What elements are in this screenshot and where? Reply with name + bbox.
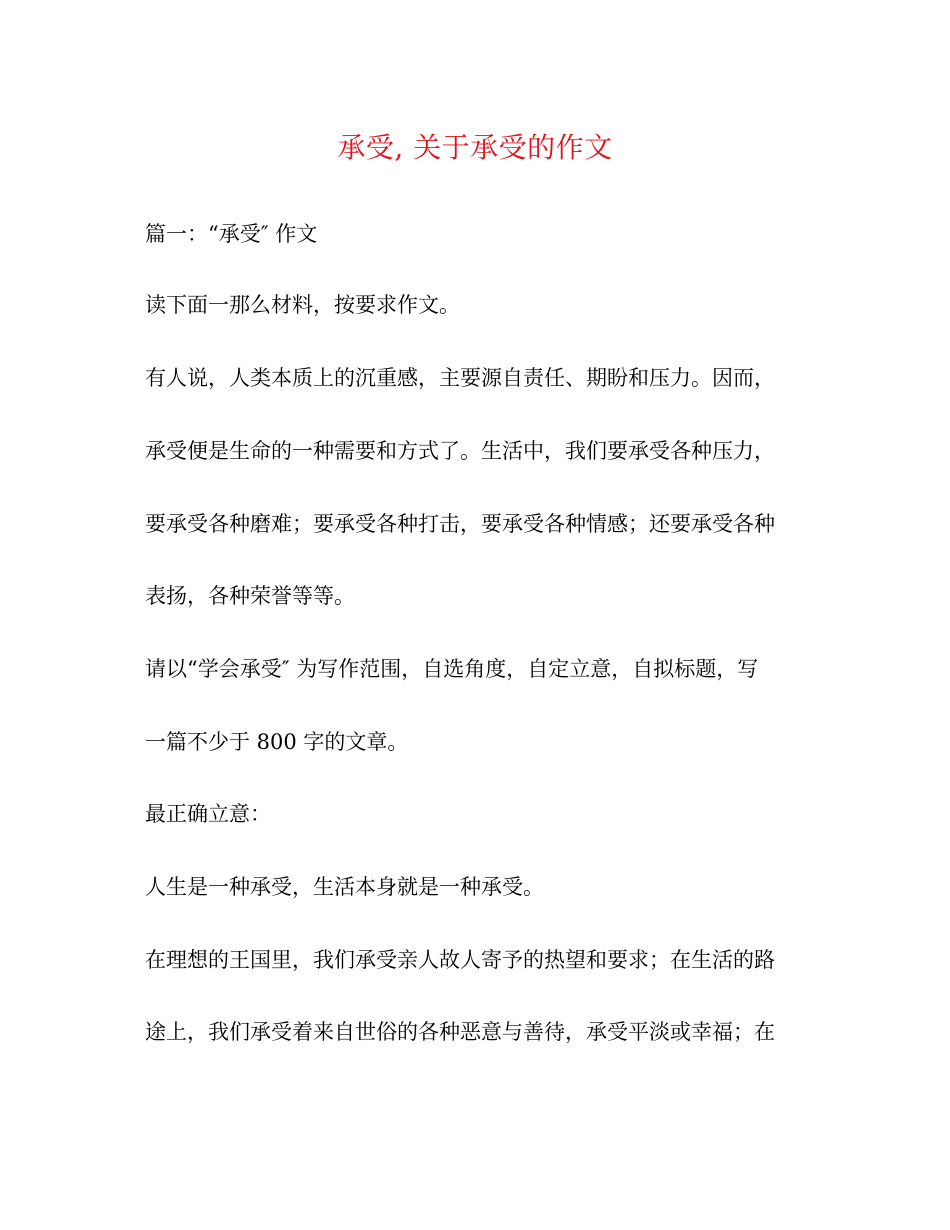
text-line: 人生是一种承受，生活本身就是一种承受。	[145, 875, 544, 899]
text-line: 篇一：“承受″ 作文	[145, 222, 318, 246]
text-line: 请以“学会承受″ 为写作范围，自选角度，自定立意，自拟标题，写	[145, 657, 759, 681]
text-line: 一篇不少于 800 字的文章。	[145, 730, 409, 754]
text-line: 有人说，人类本质上的沉重感，主要源自责任、期盼和压力。因而，	[145, 366, 775, 390]
document-title: 承受, 关于承受的作文	[337, 131, 613, 164]
text-line: 途上，我们承受着来自世俗的各种恶意与善待，承受平淡或幸福；在	[145, 1020, 775, 1044]
text-line: 要承受各种磨难；要承受各种打击，要承受各种情感；还要承受各种	[145, 512, 775, 536]
text-line: 表扬，各种荣誉等等。	[145, 584, 355, 608]
text-line: 承受便是生命的一种需要和方式了。生活中，我们要承受各种压力，	[145, 439, 775, 463]
text-line: 在理想的王国里，我们承受亲人故人寄予的热望和要求；在生活的路	[145, 948, 775, 972]
text-line: 读下面一那么材料，按要求作文。	[145, 293, 460, 317]
text-line: 最正确立意：	[145, 802, 271, 826]
